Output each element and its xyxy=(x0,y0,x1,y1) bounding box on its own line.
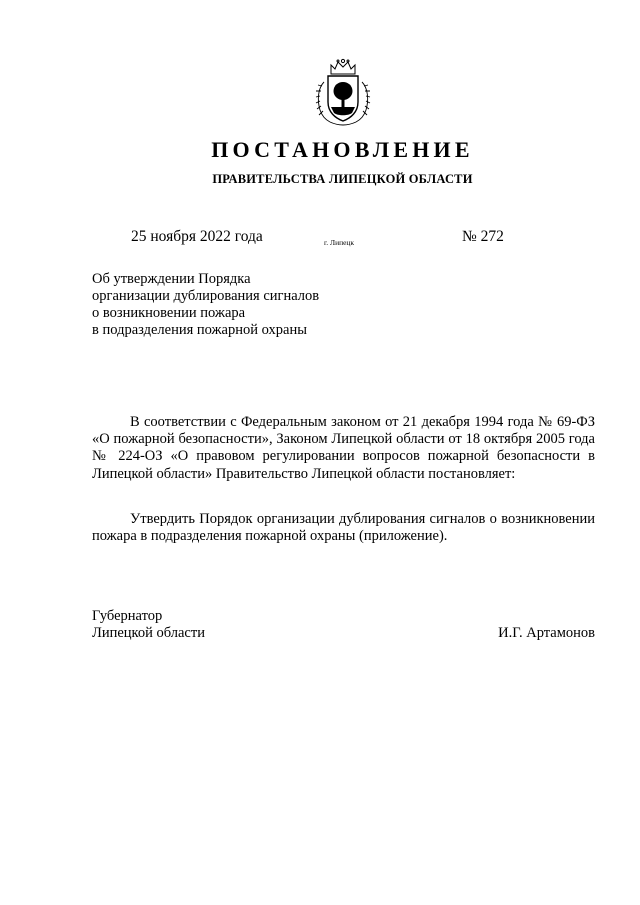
preamble-paragraph: В соответствии с Федеральным законом от 21 декабря 1994 года № 69-ФЗ «О пожарной безопасности», Законом Липецкой области от 18 октября 2005 года № 224-ОЗ «О правовом регулировании вопросов пожарной безопасности в Липецкой области» Правительство Липецкой области постановляет: xyxy=(92,414,595,482)
signatory-name: И.Г. Артамонов xyxy=(498,625,595,641)
document-title: ПОСТАНОВЛЕНИЕ xyxy=(211,137,474,162)
resolution-paragraph: Утвердить Порядок организации дублирования сигналов о возникновении пожара в подразделения пожарной охраны (приложение). xyxy=(92,511,595,545)
document-number: № 272 xyxy=(462,228,504,245)
document-date: 25 ноября 2022 года xyxy=(131,228,263,245)
subject-line: о возникновении пожара xyxy=(92,305,246,321)
lipetsk-region-coat-of-arms-icon xyxy=(314,58,372,128)
subject-line: организации дублирования сигналов xyxy=(92,288,320,304)
issuing-authority: ПРАВИТЕЛЬСТВА ЛИПЕЦКОЙ ОБЛАСТИ xyxy=(212,172,473,186)
subject-line: в подразделения пожарной охраны xyxy=(92,322,307,338)
signatory-position-line: Липецкой области xyxy=(92,625,205,641)
subject-line: Об утверждении Порядка xyxy=(92,271,251,287)
signatory-position-line: Губернатор xyxy=(92,608,163,624)
signatory-position xyxy=(92,608,205,642)
document-city: г. Липецк xyxy=(324,238,355,247)
document-subject xyxy=(92,271,319,339)
